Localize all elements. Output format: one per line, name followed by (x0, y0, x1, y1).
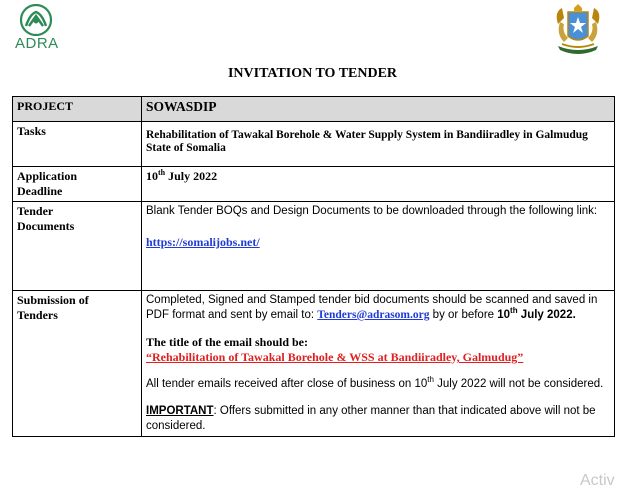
email-title-heading: The title of the email should be: (146, 335, 308, 349)
important-note: IMPORTANT: Offers submitted in any other manner than that indicated above will not be considered. (146, 405, 596, 432)
deadline-value: 10th July 2022 (142, 167, 615, 202)
project-value: SOWASDIP (142, 97, 615, 122)
table-row-project (13, 97, 615, 122)
tasks-value: Rehabilitation of Tawakal Borehole & Water Supply System in Bandiiradley in Galmudug State of Somalia (142, 122, 615, 167)
adra-logo-text: ADRA (15, 35, 59, 52)
somalia-coat-of-arms (548, 4, 608, 58)
submission-text: Completed, Signed and Stamped tender bid documents should be scanned and saved in PDF format and sent by email to: Tenders@adrasom.org by or before 10th July 2022. (146, 294, 598, 321)
late-submission-note: All tender emails received after close of business on 10th July 2022 will not be considered. (146, 375, 604, 390)
coat-of-arms-icon (548, 4, 608, 58)
download-link[interactable]: https://somalijobs.net/ (146, 235, 260, 249)
submission-value (142, 291, 615, 437)
documents-text: Blank Tender BOQs and Design Documents to be downloaded through the following link: (146, 205, 598, 217)
table-row-documents (13, 202, 615, 291)
tender-email-link[interactable]: Tenders@adrasom.org (317, 309, 430, 321)
document-title: INVITATION TO TENDER (227, 66, 398, 81)
email-title: “Rehabilitation of Tawakal Borehole & WSS at Bandiiradley, Galmudug” (146, 350, 524, 364)
tasks-label: Tasks (13, 122, 142, 167)
documents-label: Tender Documents (13, 202, 142, 291)
submission-label: Submission of Tenders (13, 291, 142, 437)
adra-logo (14, 4, 70, 56)
deadline-label: Application Deadline (13, 167, 142, 202)
tender-table (12, 96, 615, 437)
activation-watermark: Activ (580, 472, 615, 489)
adra-hands-icon (18, 4, 54, 36)
table-row-deadline (13, 167, 615, 202)
documents-value (142, 202, 615, 291)
project-label: PROJECT (13, 97, 142, 122)
table-row-submission (13, 291, 615, 437)
table-row-tasks (13, 122, 615, 167)
